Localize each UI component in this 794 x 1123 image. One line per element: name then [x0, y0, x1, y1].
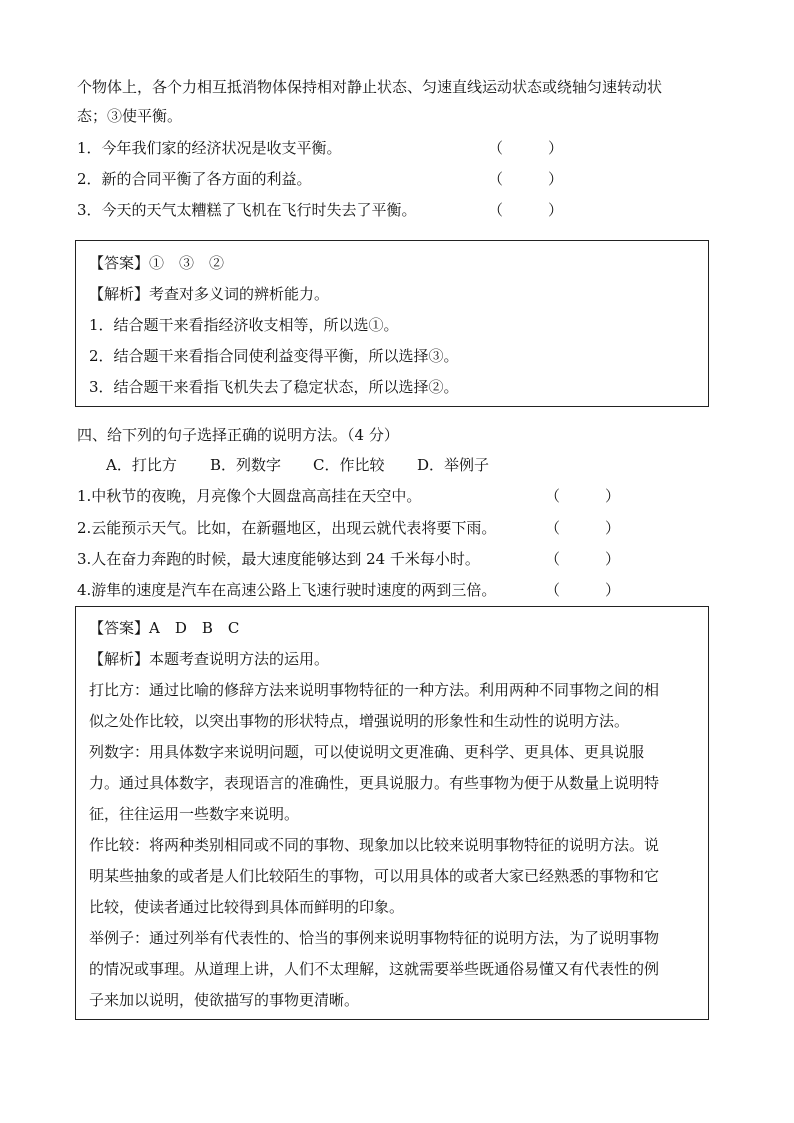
analysis-line-11: 子来加以说明，使欲描写的事物更清晰。: [89, 991, 360, 1009]
analysis-line-2: 似之处作比较，以突出事物的形状特点，增强说明的形象性和生动性的说明方法。: [89, 712, 630, 730]
answer-label: 【答案】A D B C: [89, 619, 240, 637]
s4-answer-blank-4: （ ）: [545, 581, 621, 599]
analysis-line-8: 比较，使读者通过比较得到具体而鲜明的印象。: [89, 898, 405, 916]
analysis-line-9: 举例子：通过列举有代表性的、恰当的事例来说明事物特征的说明方法，为了说明事物: [89, 929, 660, 947]
analysis-point-2: 2．结合题干来看指合同使利益变得平衡，所以选择③。: [89, 347, 459, 365]
question-3: 3．今天的天气太糟糕了飞机在飞行时失去了平衡。: [77, 201, 417, 219]
s4-question-4: 4.游隼的速度是汽车在高速公路上飞速行驶时速度的两到三倍。: [77, 581, 497, 599]
intro-line-2: 态；③使平衡。: [77, 107, 183, 125]
section-4-title: 四、给下列的句子选择正确的说明方法。（4 分）: [77, 426, 399, 444]
analysis-line-1: 打比方：通过比喻的修辞方法来说明事物特征的一种方法。利用两种不同事物之间的相: [89, 681, 660, 699]
analysis-point-1: 1．结合题干来看指经济收支相等，所以选①。: [89, 316, 399, 334]
analysis-line-4: 力。通过具体数字，表现语言的准确性，更具说服力。有些事物为便于从数量上说明特: [89, 774, 660, 792]
intro-line-1: 个物体上，各个力相互抵消物体保持相对静止状态、匀速直线运动状态或绕轴匀速转动状: [77, 78, 663, 96]
answer-box-section4: [75, 606, 709, 1020]
analysis-point-3: 3．结合题干来看指飞机失去了稳定状态，所以选择②。: [89, 378, 459, 396]
s4-question-3: 3.人在奋力奔跑的时候，最大速度能够达到 24 千米每小时。: [77, 550, 480, 568]
analysis-line-10: 的情况或事理。从道理上讲，人们不太理解，这就需要举些既通俗易懂又有代表性的例: [89, 960, 660, 978]
analysis-label: 【解析】本题考查说明方法的运用。: [89, 650, 330, 668]
s4-answer-blank-2: （ ）: [545, 519, 621, 537]
question-1: 1．今年我们家的经济状况是收支平衡。: [77, 139, 342, 157]
answer-blank-1: （ ）: [488, 139, 564, 157]
answer-label: 【答案】① ③ ②: [89, 254, 225, 272]
analysis-line-6: 作比较：将两种类别相同或不同的事物、现象加以比较来说明事物特征的说明方法。说: [89, 836, 660, 854]
option-a: A．打比方: [106, 456, 177, 474]
s4-question-2: 2.云能预示天气。比如，在新疆地区，出现云就代表将要下雨。: [77, 519, 497, 537]
s4-question-1: 1.中秋节的夜晚，月亮像个大圆盘高高挂在天空中。: [77, 487, 422, 505]
analysis-label: 【解析】考查对多义词的辨析能力。: [89, 285, 330, 303]
s4-answer-blank-3: （ ）: [545, 550, 621, 568]
option-c: C．作比较: [313, 456, 385, 474]
answer-box-section3: [75, 240, 709, 407]
answer-blank-2: （ ）: [488, 170, 564, 188]
s4-answer-blank-1: （ ）: [545, 487, 621, 505]
question-2: 2．新的合同平衡了各方面的利益。: [77, 170, 312, 188]
option-d: D．举例子: [417, 456, 490, 474]
analysis-line-7: 明某些抽象的或者是人们比较陌生的事物，可以用具体的或者大家已经熟悉的事物和它: [89, 867, 660, 885]
analysis-line-5: 征，往往运用一些数字来说明。: [89, 805, 300, 823]
answer-blank-3: （ ）: [488, 201, 564, 219]
option-b: B．列数字: [210, 456, 282, 474]
analysis-line-3: 列数字：用具体数字来说明问题，可以使说明文更准确、更科学、更具体、更具说服: [89, 743, 645, 761]
